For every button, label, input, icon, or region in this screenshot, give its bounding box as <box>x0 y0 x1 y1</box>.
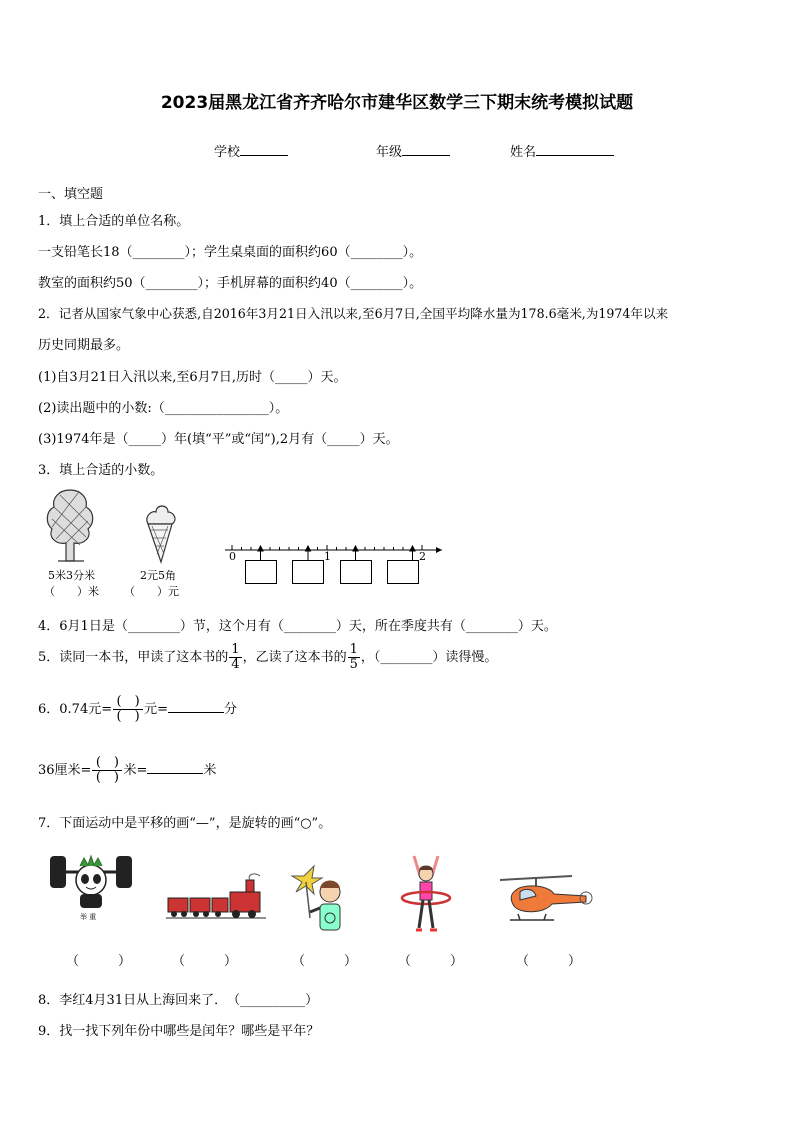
answer-box-3[interactable] <box>340 560 372 584</box>
number-line-label-1: 1 <box>324 550 331 563</box>
q6-line1 <box>38 690 237 730</box>
blank-numerator[interactable]: ( ) <box>92 756 122 771</box>
q6-text-a: 6．0.74元= <box>38 702 113 717</box>
school-label: 学校 <box>214 145 241 160</box>
hula-hoop-girl-icon <box>396 852 456 938</box>
q2-stem-2: 历史同期最多。 <box>38 338 130 353</box>
q6-text-c: 分 <box>224 702 238 717</box>
q2-part1: (1)自3月21日入汛以来,至6月7日,历时（_____）天。 <box>38 370 347 385</box>
q2-part2: (2)读出题中的小数:（________________）。 <box>38 401 289 416</box>
q5-text-a: 5．读同一本书，甲读了这本书的 <box>38 650 229 665</box>
fraction-denominator: 4 <box>231 657 240 672</box>
q5-text-b: ，乙读了这本书的 <box>242 650 347 665</box>
number-line-label-2: 2 <box>419 550 426 563</box>
fraction-denominator: 5 <box>349 657 358 672</box>
fraction-one-fifth <box>348 643 360 672</box>
q8: 8．李红4月31日从上海回来了． （__________） <box>38 993 319 1008</box>
answer-paren-3[interactable]: （ ） <box>292 954 358 969</box>
number-line <box>220 540 448 560</box>
pinwheel-boy-icon <box>288 862 354 940</box>
answer-box-4[interactable] <box>387 560 419 584</box>
answer-box-2[interactable] <box>292 560 324 584</box>
q6-text-b: 元= <box>144 702 169 717</box>
name-field[interactable] <box>510 141 614 160</box>
tree-caption: 5米3分米 <box>48 569 95 582</box>
school-field[interactable] <box>214 141 288 160</box>
q2-stem-1: 2．记者从国家气象中心获悉,自2016年3月21日入汛以来,至6月7日,全国平均降水量为178.6毫米,为1974年以来 <box>38 306 669 321</box>
q7-stem: 7．下面运动中是平移的画“—”，是旋转的画“○”。 <box>38 816 332 831</box>
page-title: 2023届黑龙江省齐齐哈尔市建华区数学三下期末统考模拟试题 <box>160 93 634 113</box>
blank-denominator[interactable]: ( ) <box>95 770 120 785</box>
answer-paren-1[interactable]: （ ） <box>66 954 132 969</box>
helicopter-icon <box>492 872 594 928</box>
answer-paren-5[interactable]: （ ） <box>516 954 582 969</box>
name-label: 姓名 <box>510 145 537 160</box>
blank-denominator[interactable]: ( ) <box>116 709 140 724</box>
q5-text-c: ，（________）读得慢。 <box>360 650 498 665</box>
icecream-caption: 2元5角 <box>140 569 176 582</box>
blank-numerator[interactable]: ( ) <box>113 695 143 710</box>
q5 <box>38 638 497 678</box>
answer-paren-2[interactable]: （ ） <box>172 954 238 969</box>
grade-field[interactable] <box>376 141 450 160</box>
weightlift-caption: 举 重 <box>80 913 97 921</box>
q9: 9．找一找下列年份中哪些是闰年？哪些是平年？ <box>38 1024 320 1039</box>
q1-line1: 一支铅笔长18（________）；学生桌桌面的面积约60（________）。 <box>38 245 423 260</box>
answer-paren-4[interactable]: （ ） <box>398 954 464 969</box>
icecream-answer[interactable]: （ ）元 <box>124 585 179 598</box>
ice-cream-icon <box>140 502 180 566</box>
q1-line2: 教室的面积约50（________）；手机屏幕的面积约40（________）。 <box>38 276 423 291</box>
grade-label: 年级 <box>376 145 403 160</box>
fraction-one-quarter <box>229 643 241 672</box>
q6-text-e: 米= <box>123 763 148 778</box>
q3-stem: 3．填上合适的小数。 <box>38 463 164 478</box>
blank-fraction[interactable] <box>113 695 143 724</box>
tree-icon <box>40 487 100 565</box>
blank-fraction[interactable] <box>92 756 122 785</box>
answer-blank[interactable] <box>147 761 203 774</box>
train-icon <box>166 872 266 920</box>
answer-blank[interactable] <box>168 700 224 713</box>
q2-part3: (3)1974年是（_____）年(填“平”或“闰”),2月有（_____）天。 <box>38 432 399 447</box>
q6-line2 <box>38 751 216 791</box>
q4: 4．6月1日是（________）节，这个月有（________）天，所在季度共有（________）天。 <box>38 619 557 634</box>
q1-stem: 1．填上合适的单位名称。 <box>38 214 190 229</box>
fraction-numerator: 1 <box>349 642 358 657</box>
section-heading: 一、填空题 <box>38 187 104 202</box>
weightlifting-panda-icon <box>46 850 136 912</box>
answer-box-1[interactable] <box>245 560 277 584</box>
tree-answer[interactable]: （ ）米 <box>44 585 99 598</box>
number-line-label-0: 0 <box>229 550 236 563</box>
q6-text-f: 米 <box>203 763 217 778</box>
q6-text-d: 36厘米= <box>38 763 92 778</box>
fraction-numerator: 1 <box>231 642 240 657</box>
